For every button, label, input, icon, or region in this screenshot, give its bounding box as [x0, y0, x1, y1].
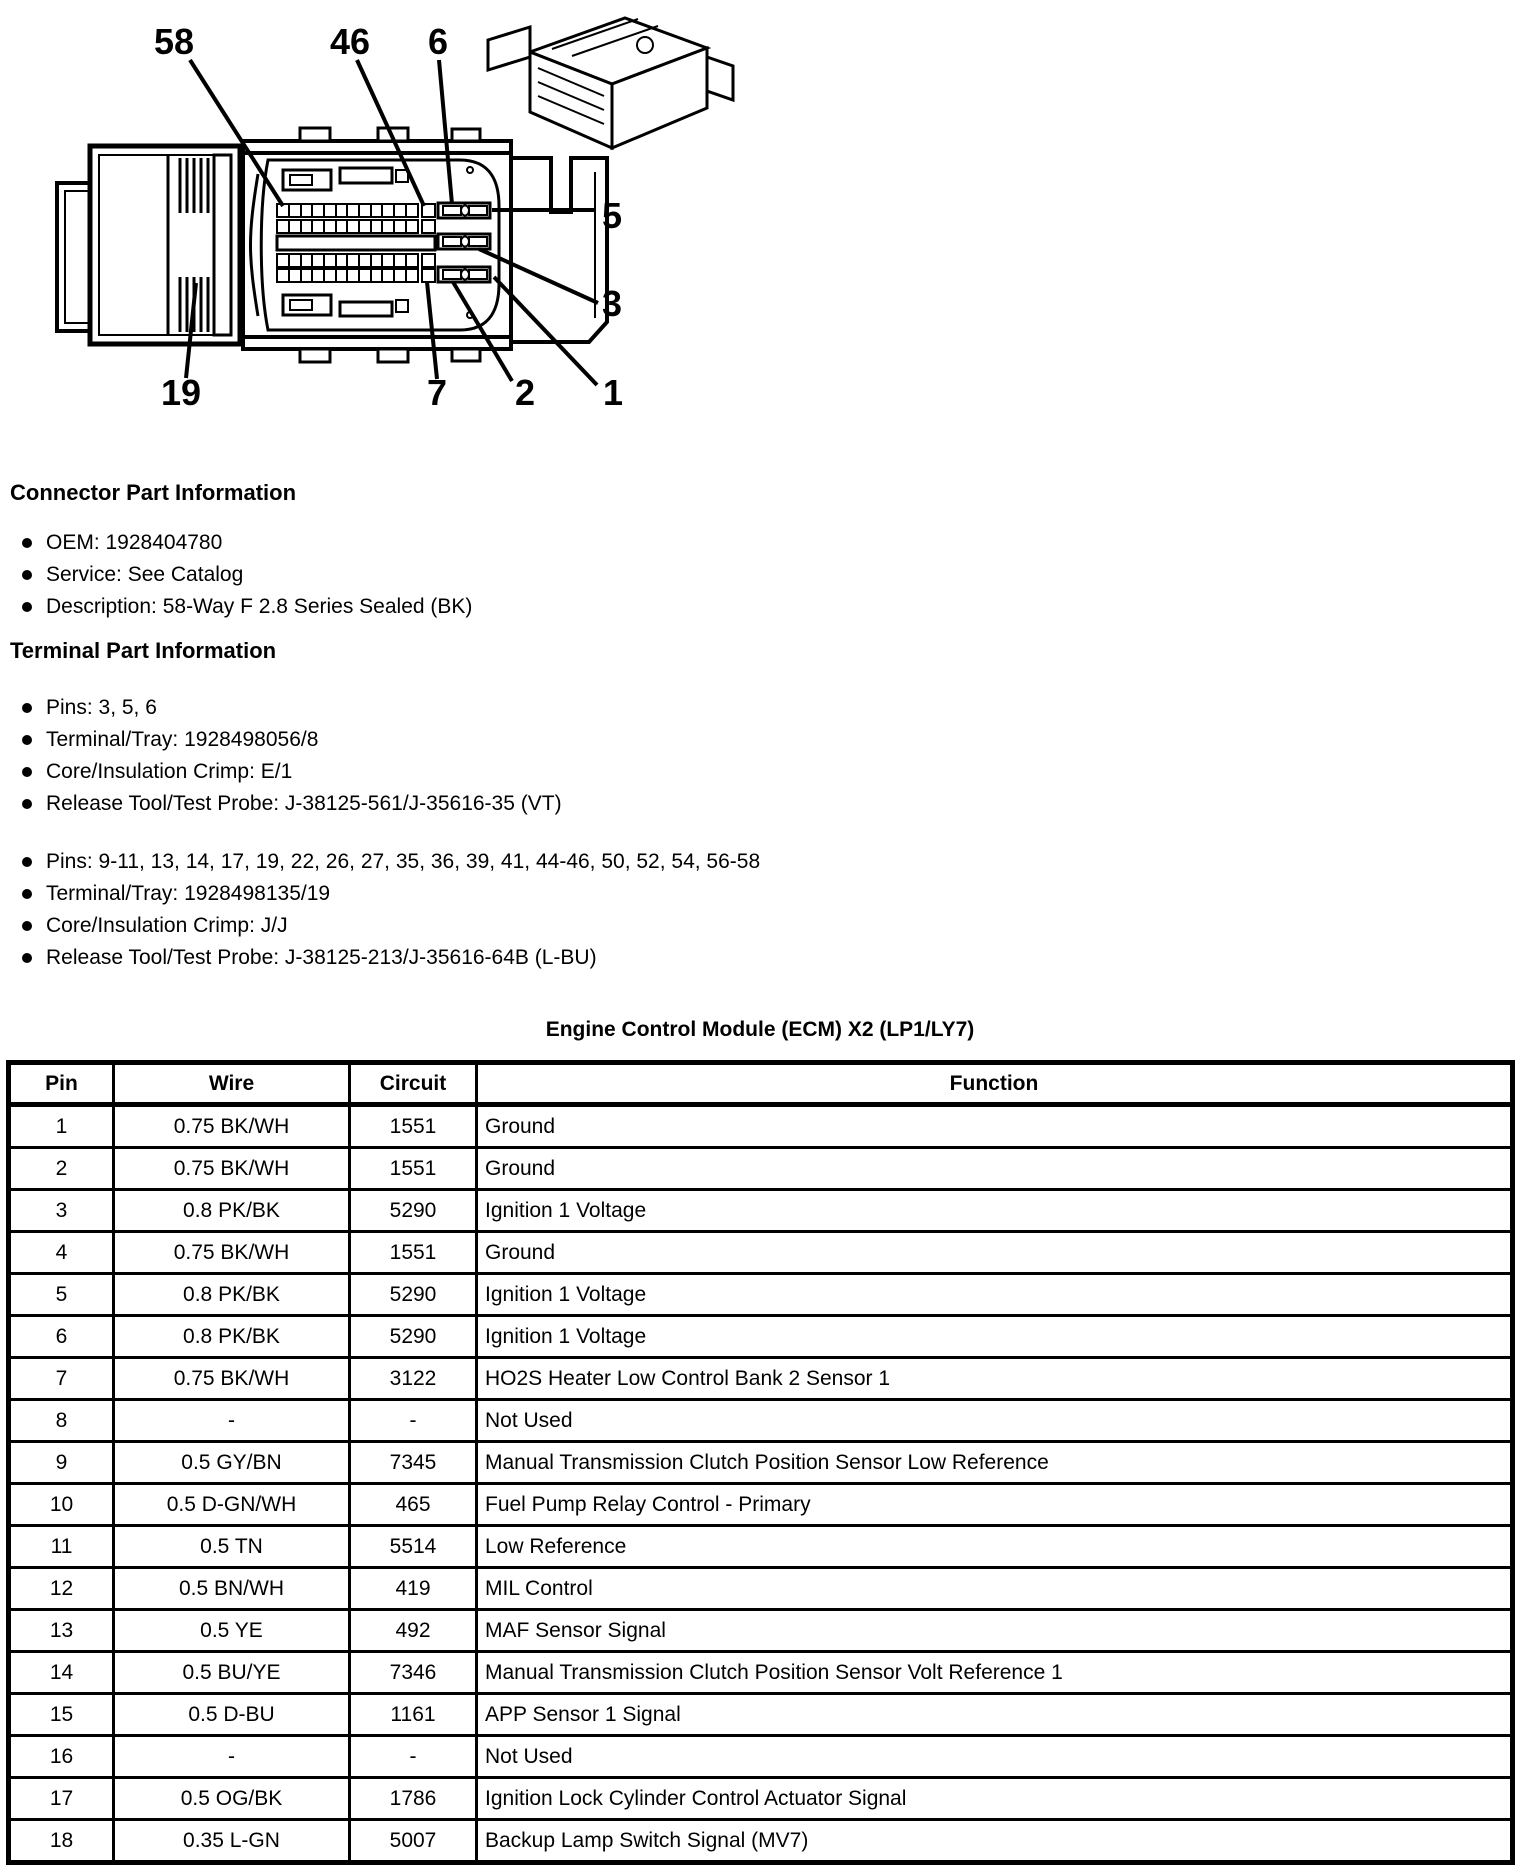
- wire-cell: 0.5 TN: [114, 1526, 350, 1568]
- callout-1: 1: [602, 372, 624, 413]
- wire-cell: 0.75 BK/WH: [114, 1148, 350, 1190]
- connector-part-info-heading: Connector Part Information: [10, 480, 297, 505]
- circuit-cell: 5290: [350, 1190, 477, 1232]
- pin-cell: 16: [9, 1736, 114, 1778]
- wire-cell: 0.5 YE: [114, 1610, 350, 1652]
- terminal-row-2: [277, 220, 435, 233]
- table-row: [9, 1694, 1513, 1736]
- list-item-terminal-tray: Terminal/Tray: 1928498056/8: [20, 724, 562, 756]
- pin-cell: 12: [9, 1568, 114, 1610]
- wire-cell: 0.35 L-GN: [114, 1820, 350, 1863]
- circuit-cell: 5290: [350, 1316, 477, 1358]
- pin-cell: 11: [9, 1526, 114, 1568]
- pin-cell: 15: [9, 1694, 114, 1736]
- pin-cell: 14: [9, 1652, 114, 1694]
- large-terminal-pin1-2: [438, 267, 490, 282]
- table-row: [9, 1736, 1513, 1778]
- wire-cell: 0.5 D-BU: [114, 1694, 350, 1736]
- function-cell: Ignition 1 Voltage: [477, 1274, 1513, 1316]
- circuit-cell: -: [350, 1400, 477, 1442]
- wire-cell: 0.5 BN/WH: [114, 1568, 350, 1610]
- list-item-oem: OEM: 1928404780: [20, 527, 472, 559]
- callout-46: 46: [329, 21, 371, 62]
- pin-cell: 1: [9, 1105, 114, 1148]
- wire-cell: 0.75 BK/WH: [114, 1358, 350, 1400]
- terminal-info-group-1: [20, 692, 562, 820]
- circuit-cell: 5514: [350, 1526, 477, 1568]
- pin-cell: 17: [9, 1778, 114, 1820]
- col-header-function: Function: [477, 1063, 1513, 1105]
- callout-58: 58: [153, 21, 195, 62]
- callout-5: 5: [601, 195, 623, 236]
- table-row: [9, 1484, 1513, 1526]
- wire-cell: 0.5 BU/YE: [114, 1652, 350, 1694]
- list-item-terminal-tray: Terminal/Tray: 1928498135/19: [20, 878, 760, 910]
- circuit-cell: 419: [350, 1568, 477, 1610]
- pin-cell: 7: [9, 1358, 114, 1400]
- wire-cell: -: [114, 1400, 350, 1442]
- terminal-rows: [277, 204, 435, 282]
- function-cell: Backup Lamp Switch Signal (MV7): [477, 1820, 1513, 1863]
- circuit-cell: 5290: [350, 1274, 477, 1316]
- wire-cell: -: [114, 1736, 350, 1778]
- callout-2: 2: [514, 372, 536, 413]
- table-row: [9, 1652, 1513, 1694]
- circuit-cell: 7345: [350, 1442, 477, 1484]
- function-cell: MAF Sensor Signal: [477, 1610, 1513, 1652]
- wire-cell: 0.8 PK/BK: [114, 1274, 350, 1316]
- table-row: [9, 1820, 1513, 1863]
- wire-cell: 0.8 PK/BK: [114, 1316, 350, 1358]
- function-cell: Ignition 1 Voltage: [477, 1316, 1513, 1358]
- table-row: [9, 1232, 1513, 1274]
- list-item-service: Service: See Catalog: [20, 559, 472, 591]
- circuit-cell: 1161: [350, 1694, 477, 1736]
- list-item-pins: Pins: 9-11, 13, 14, 17, 19, 22, 26, 27, 35, 36, 39, 41, 44-46, 50, 52, 54, 56-58: [20, 846, 760, 878]
- list-item-crimp: Core/Insulation Crimp: E/1: [20, 756, 562, 788]
- function-cell: Not Used: [477, 1736, 1513, 1778]
- list-item-release-tool: Release Tool/Test Probe: J-38125-561/J-35616-35 (VT): [20, 788, 562, 820]
- circuit-cell: 1786: [350, 1778, 477, 1820]
- function-cell: Manual Transmission Clutch Position Sensor Low Reference: [477, 1442, 1513, 1484]
- function-cell: Ground: [477, 1232, 1513, 1274]
- callout-3: 3: [601, 283, 623, 324]
- function-cell: Ignition 1 Voltage: [477, 1190, 1513, 1232]
- col-header-pin: Pin: [9, 1063, 114, 1105]
- function-cell: Manual Transmission Clutch Position Sensor Volt Reference 1: [477, 1652, 1513, 1694]
- table-row: [9, 1400, 1513, 1442]
- function-cell: Low Reference: [477, 1526, 1513, 1568]
- list-item-release-tool: Release Tool/Test Probe: J-38125-213/J-35616-64B (L-BU): [20, 942, 760, 974]
- table-row: [9, 1316, 1513, 1358]
- connector-part-info-list: [20, 527, 472, 623]
- circuit-cell: 465: [350, 1484, 477, 1526]
- circuit-cell: 5007: [350, 1820, 477, 1863]
- terminal-info-group-2: [20, 846, 760, 974]
- large-terminals: [438, 203, 490, 282]
- large-terminal-pin3: [438, 234, 490, 249]
- circuit-cell: 492: [350, 1610, 477, 1652]
- function-cell: Ground: [477, 1105, 1513, 1148]
- circuit-cell: 1551: [350, 1232, 477, 1274]
- function-cell: APP Sensor 1 Signal: [477, 1694, 1513, 1736]
- wire-cell: 0.5 D-GN/WH: [114, 1484, 350, 1526]
- table-row: [9, 1568, 1513, 1610]
- function-cell: MIL Control: [477, 1568, 1513, 1610]
- table-row: [9, 1610, 1513, 1652]
- terminal-row-3: [277, 254, 435, 267]
- isometric-view: [488, 18, 733, 148]
- callout-7: 7: [426, 372, 448, 413]
- connector-diagram: [0, 0, 760, 420]
- pin-cell: 4: [9, 1232, 114, 1274]
- wire-cover: [57, 146, 240, 344]
- circuit-cell: -: [350, 1736, 477, 1778]
- terminal-row-bottom: [277, 269, 435, 282]
- table-title: Engine Control Module (ECM) X2 (LP1/LY7): [545, 1018, 975, 1041]
- pin-cell: 13: [9, 1610, 114, 1652]
- large-terminal-pin5-6: [438, 203, 490, 218]
- circuit-cell: 3122: [350, 1358, 477, 1400]
- table-row: [9, 1190, 1513, 1232]
- wire-cell: 0.8 PK/BK: [114, 1190, 350, 1232]
- table-row: [9, 1778, 1513, 1820]
- table-row: [9, 1442, 1513, 1484]
- pin-cell: 6: [9, 1316, 114, 1358]
- table-row: [9, 1105, 1513, 1148]
- function-cell: Not Used: [477, 1400, 1513, 1442]
- pinout-table: [6, 1060, 1515, 1865]
- center-slot: [277, 236, 435, 250]
- table-row: [9, 1274, 1513, 1316]
- header-row: [9, 1063, 1513, 1105]
- callout-19: 19: [160, 372, 202, 413]
- circuit-cell: 7346: [350, 1652, 477, 1694]
- wire-cell: 0.75 BK/WH: [114, 1105, 350, 1148]
- circuit-cell: 1551: [350, 1148, 477, 1190]
- wire-cell: 0.5 OG/BK: [114, 1778, 350, 1820]
- pin-cell: 2: [9, 1148, 114, 1190]
- terminal-part-info-heading: Terminal Part Information: [10, 638, 277, 663]
- wire-cell: 0.75 BK/WH: [114, 1232, 350, 1274]
- table-row: [9, 1358, 1513, 1400]
- col-header-circuit: Circuit: [350, 1063, 477, 1105]
- pin-cell: 18: [9, 1820, 114, 1863]
- function-cell: HO2S Heater Low Control Bank 2 Sensor 1: [477, 1358, 1513, 1400]
- wire-cell: 0.5 GY/BN: [114, 1442, 350, 1484]
- pin-cell: 10: [9, 1484, 114, 1526]
- list-item-pins: Pins: 3, 5, 6: [20, 692, 562, 724]
- table-row: [9, 1148, 1513, 1190]
- table-row: [9, 1526, 1513, 1568]
- function-cell: Fuel Pump Relay Control - Primary: [477, 1484, 1513, 1526]
- pin-cell: 8: [9, 1400, 114, 1442]
- function-cell: Ignition Lock Cylinder Control Actuator Signal: [477, 1778, 1513, 1820]
- terminal-row-top: [277, 204, 435, 217]
- list-item-crimp: Core/Insulation Crimp: J/J: [20, 910, 760, 942]
- circuit-cell: 1551: [350, 1105, 477, 1148]
- pin-cell: 3: [9, 1190, 114, 1232]
- mount-bracket: [511, 158, 607, 342]
- pin-cell: 9: [9, 1442, 114, 1484]
- callout-6: 6: [427, 21, 449, 62]
- col-header-wire: Wire: [114, 1063, 350, 1105]
- pin-cell: 5: [9, 1274, 114, 1316]
- function-cell: Ground: [477, 1148, 1513, 1190]
- list-item-description: Description: 58-Way F 2.8 Series Sealed (BK): [20, 591, 472, 623]
